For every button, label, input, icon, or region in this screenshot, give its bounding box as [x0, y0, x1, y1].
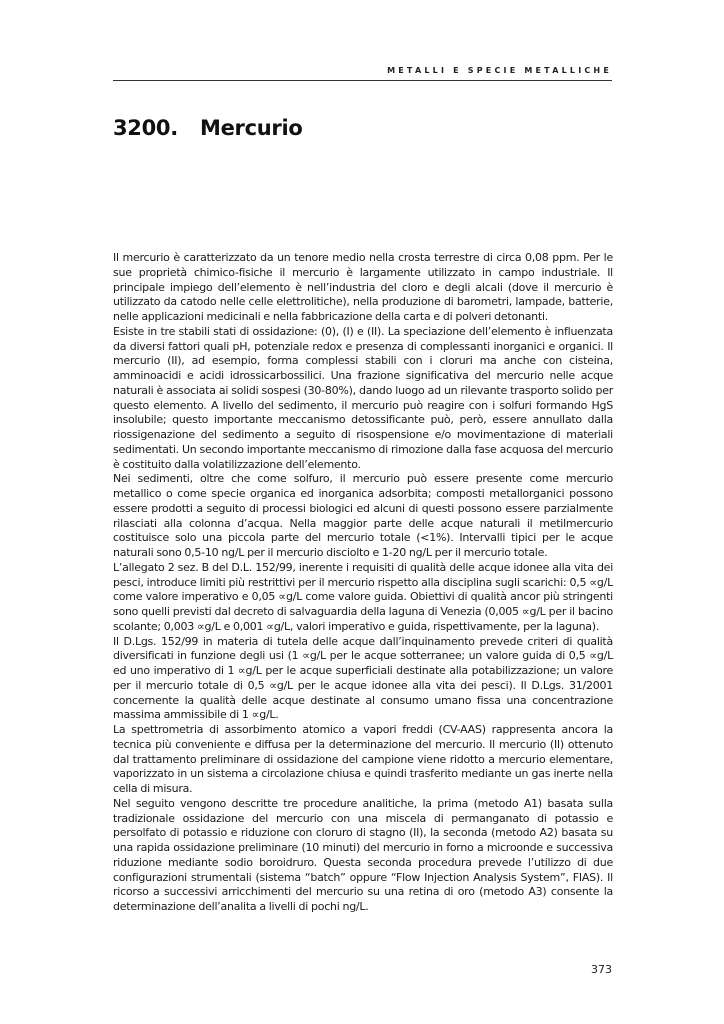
chapter-number: 3200.: [113, 116, 178, 140]
paragraph-6: La spettrometria di assorbimento atomico a vapori freddi (CV-AAS) rappresenta ancora la tecnica più conveniente e diffusa per la determinazione del mercurio. Il mercurio (II) ottenuto dal trattamento preliminare di ossidazione del campione viene ridotto a mercurio elementare, vaporizzato in un sistema a circolazione chiusa e quindi trasferito mediante un gas inerte nella cella di misura.: [113, 723, 613, 795]
body-text: [113, 251, 613, 915]
paragraph-1: Il mercurio è caratterizzato da un tenore medio nella crosta terrestre di circa 0,08 ppm. Per le sue proprietà chimico-fisiche il mercurio è largamente utilizzato in campo industriale. Il principale impiego dell’elemento è nell’industria del cloro e degli alcali (dove il mercurio è utilizzato da catodo nelle celle elettrolitiche), nella produzione di barometri, lampade, batterie, nelle applicazioni medicinali e nella fabbricazione della carta e di polveri detonanti.: [113, 251, 613, 323]
header-rule: [113, 80, 612, 81]
running-header: METALLI E SPECIE METALLICHE: [387, 66, 612, 75]
paragraph-2: Esiste in tre stabili stati di ossidazione: (0), (I) e (II). La speciazione dell’elemento è influenzata da diversi fattori quali pH, potenziale redox e presenza di complessanti inorganici e organici. Il mercurio (II), ad esempio, forma complessi stabili con i cloruri ma anche con cisteina, amminoacidi e acidi idrossicarbossilici. Una frazione significativa del mercurio nelle acque naturali è associata ai solidi sospesi (30-80%), dando luogo ad un rilevante trasporto solido per questo elemento. A livello del sedimento, il mercurio può reagire con i solfuri formando HgS insolubile; questo importante meccanismo detossificante può, però, essere annullato dalla riossigenazione del sedimento a seguito di risospensione e/o movimentazione di materiali sedimentati. Un secondo importante meccanismo di rimozione dalla fase acquosa del mercurio è costituito dalla volatilizzazione dell’elemento.: [113, 324, 613, 471]
paragraph-5: Il D.Lgs. 152/99 in materia di tutela delle acque dall’inquinamento prevede criteri di qualità diversificati in funzione degli usi (1 ∝g/L per le acque sotterranee; un valore guida di 0,5 ∝g/L ed uno imperativo di 1 ∝g/L per le acque superficiali destinate alla potabilizzazione; un valore per il mercurio totale di 0,5 ∝g/L per le acque idonee alla vita dei pesci). Il D.Lgs. 31/2001 concernente la qualità delle acque destinate al consumo umano fissa una concentrazione massima ammissibile di 1 ∝g/L.: [113, 634, 613, 722]
chapter-title: Mercurio: [200, 116, 303, 140]
chapter-heading: [113, 116, 612, 140]
paragraph-3: Nei sedimenti, oltre che come solfuro, il mercurio può essere presente come mercurio metallico o come specie organica ed inorganica adsorbita; composti metallorganici possono essere prodotti a seguito di processi biologici ed alcuni di questi possono essere parzialmente rilasciati alla colonna d’acqua. Nella maggior parte delle acque naturali il metilmercurio costituisce solo una piccola parte del mercurio totale (<1%). Intervalli tipici per le acque naturali sono 0,5-10 ng/L per il mercurio disciolto e 1-20 ng/L per il mercurio totale.: [113, 472, 613, 559]
paragraph-4: L’allegato 2 sez. B del D.L. 152/99, inerente i requisiti di qualità delle acque idonee alla vita dei pesci, introduce limiti più restrittivi per il mercurio rispetto alla disciplina sugli scarichi: 0,5 ∝g/L come valore imperativo e 0,05 ∝g/L come valore guida. Obiettivi di qualità ancor più stringenti sono quelli previsti dal decreto di salvaguardia della laguna di Venezia (0,005 ∝g/L per il bacino scolante; 0,003 ∝g/L e 0,001 ∝g/L, valori imperativo e guida, rispettivamente, per la laguna).: [113, 560, 613, 633]
paragraph-7: Nel seguito vengono descritte tre procedure analitiche, la prima (metodo A1) basata sulla tradizionale ossidazione del mercurio con una miscela di permanganato di potassio e persolfato di potassio e riduzione con cloruro di stagno (II), la seconda (metodo A2) basata su una rapida ossidazione preliminare (10 minuti) del mercurio in forno a microonde e successiva riduzione mediante sodio boroidruro. Questa seconda procedura prevede l’utilizzo di due configurazioni strumentali (sistema “batch” oppure “Flow Injection Analysis System”, FIAS). Il ricorso a successivi arricchimenti del mercurio su una retina di oro (metodo A3) consente la determinazione dell’analita a livelli di pochi ng/L.: [113, 796, 613, 913]
page-number: 373: [591, 963, 612, 976]
